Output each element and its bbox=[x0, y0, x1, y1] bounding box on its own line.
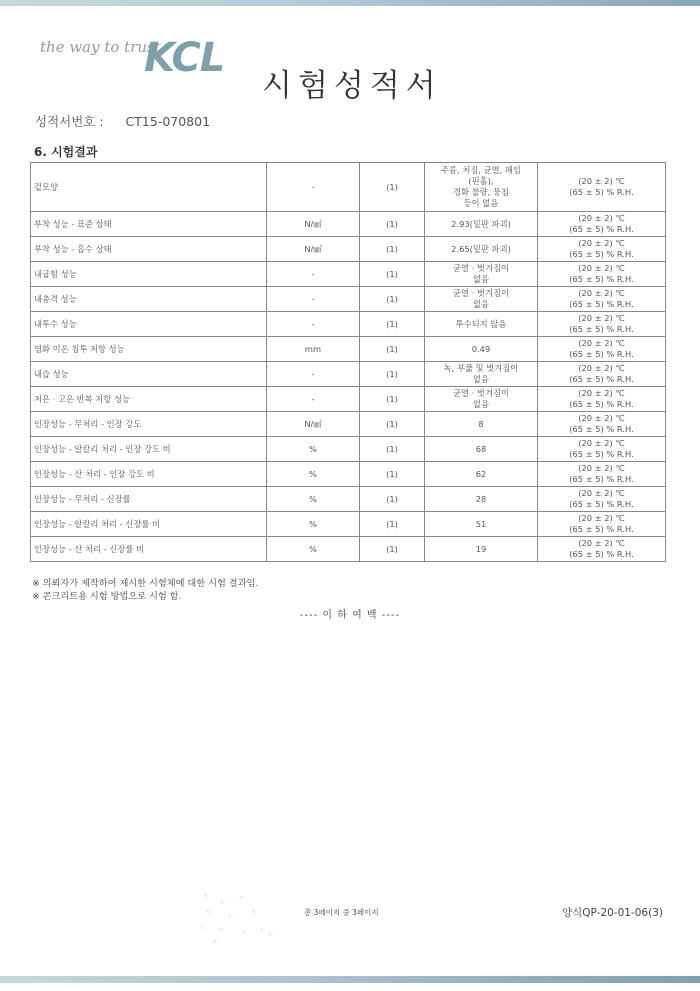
test-item-cell: 저온 · 고온 반복 저항 성능 bbox=[31, 387, 267, 412]
result-line: 균열 · 벗겨짐이 bbox=[452, 263, 509, 273]
unit-cell: mm bbox=[267, 337, 360, 362]
result-line: 62 bbox=[475, 468, 487, 479]
result-line: 없음 bbox=[472, 274, 490, 284]
condition-line: (65 ± 5) % R.H. bbox=[569, 299, 634, 309]
table-row bbox=[31, 237, 666, 262]
svg-text:ㄴ: ㄴ bbox=[200, 924, 207, 932]
condition-line: (65 ± 5) % R.H. bbox=[569, 224, 634, 234]
condition-cell bbox=[538, 262, 666, 287]
svg-text:ㅅ: ㅅ bbox=[202, 892, 209, 900]
result-cell bbox=[425, 437, 538, 462]
test-item-cell: 인장성능 - 무처리 - 신장률 bbox=[31, 487, 267, 512]
method-cell: (1) bbox=[360, 287, 425, 312]
condition-line: (20 ± 2) ℃ bbox=[578, 388, 625, 398]
condition-line: (20 ± 2) ℃ bbox=[578, 488, 625, 498]
svg-text:ㅅ: ㅅ bbox=[238, 894, 245, 902]
condition-line: (65 ± 5) % R.H. bbox=[569, 274, 634, 284]
result-cell bbox=[425, 537, 538, 562]
result-line: 경화 불량, 뭉침 bbox=[452, 187, 509, 197]
result-cell bbox=[425, 237, 538, 262]
unit-cell: - bbox=[267, 312, 360, 337]
note-line: ※ 콘크리트용 시험 방법으로 시험 함. bbox=[32, 591, 182, 602]
table-row bbox=[31, 312, 666, 337]
svg-text:ㄴ: ㄴ bbox=[228, 912, 235, 920]
table-row bbox=[31, 462, 666, 487]
condition-cell bbox=[538, 212, 666, 237]
method-cell: (1) bbox=[360, 312, 425, 337]
test-item-cell: 인장성능 - 알칼리 처리 - 신장률 비 bbox=[31, 512, 267, 537]
result-line: 8 bbox=[478, 418, 484, 429]
unit-cell: - bbox=[267, 262, 360, 287]
result-line: 51 bbox=[475, 518, 487, 529]
result-line: 등이 없음 bbox=[463, 198, 499, 208]
test-item-cell: 겉모양 bbox=[31, 163, 267, 212]
result-line: 2.65(밑판 파괴) bbox=[451, 243, 511, 254]
condition-cell bbox=[538, 412, 666, 437]
condition-line: (20 ± 2) ℃ bbox=[578, 538, 625, 548]
table-row bbox=[31, 512, 666, 537]
result-line: 녹, 부풂 및 벗겨짐이 bbox=[443, 363, 519, 373]
unit-cell: % bbox=[267, 487, 360, 512]
svg-text:ㄴ: ㄴ bbox=[242, 928, 249, 936]
unit-cell: - bbox=[267, 287, 360, 312]
certificate-number-value: CT15-070801 bbox=[125, 114, 211, 129]
table-row bbox=[31, 163, 666, 212]
condition-line: (20 ± 2) ℃ bbox=[578, 338, 625, 348]
condition-cell bbox=[538, 163, 666, 212]
unit-cell: N/㎟ bbox=[267, 212, 360, 237]
condition-line: (20 ± 2) ℃ bbox=[578, 313, 625, 323]
condition-line: (65 ± 5) % R.H. bbox=[569, 249, 634, 259]
method-cell: (1) bbox=[360, 237, 425, 262]
condition-cell bbox=[538, 512, 666, 537]
condition-line: (65 ± 5) % R.H. bbox=[569, 324, 634, 334]
certificate-number-row bbox=[35, 112, 210, 130]
method-cell: (1) bbox=[360, 387, 425, 412]
method-cell: (1) bbox=[360, 163, 425, 212]
condition-line: (65 ± 5) % R.H. bbox=[569, 349, 634, 359]
unit-cell: N/㎟ bbox=[267, 237, 360, 262]
condition-line: (65 ± 5) % R.H. bbox=[569, 524, 634, 534]
test-item-cell: 인장성능 - 산 처리 - 인장 강도 비 bbox=[31, 462, 267, 487]
method-cell: (1) bbox=[360, 412, 425, 437]
svg-text:ㄷ: ㄷ bbox=[218, 926, 225, 934]
condition-line: (65 ± 5) % R.H. bbox=[569, 549, 634, 559]
result-cell bbox=[425, 487, 538, 512]
kcl-logo: KCL bbox=[144, 35, 225, 81]
table-row bbox=[31, 437, 666, 462]
condition-line: (65 ± 5) % R.H. bbox=[569, 374, 634, 384]
svg-text:ㄴ: ㄴ bbox=[260, 926, 267, 934]
result-cell bbox=[425, 212, 538, 237]
condition-line: (20 ± 2) ℃ bbox=[578, 363, 625, 373]
method-cell: (1) bbox=[360, 262, 425, 287]
unit-cell: N/㎟ bbox=[267, 412, 360, 437]
result-cell bbox=[425, 362, 538, 387]
result-line: 균열 · 벗겨짐이 bbox=[452, 288, 509, 298]
result-line: 주름, 처짐, 균열, 패임 bbox=[441, 165, 521, 175]
condition-line: (20 ± 2) ℃ bbox=[578, 413, 625, 423]
method-cell: (1) bbox=[360, 537, 425, 562]
condition-cell bbox=[538, 437, 666, 462]
condition-line: (20 ± 2) ℃ bbox=[578, 263, 625, 273]
test-item-cell: 내충격 성능 bbox=[31, 287, 267, 312]
condition-line: (20 ± 2) ℃ bbox=[578, 288, 625, 298]
table-row bbox=[31, 387, 666, 412]
condition-line: (20 ± 2) ℃ bbox=[578, 213, 625, 223]
condition-line: (20 ± 2) ℃ bbox=[578, 238, 625, 248]
condition-line: (65 ± 5) % R.H. bbox=[569, 474, 634, 484]
unit-cell: % bbox=[267, 462, 360, 487]
result-cell bbox=[425, 337, 538, 362]
table-row bbox=[31, 262, 666, 287]
unit-cell: % bbox=[267, 512, 360, 537]
unit-cell: - bbox=[267, 387, 360, 412]
result-cell bbox=[425, 462, 538, 487]
condition-line: (65 ± 5) % R.H. bbox=[569, 449, 634, 459]
condition-cell bbox=[538, 462, 666, 487]
bottom-color-band bbox=[0, 976, 700, 983]
test-item-cell: 부착 성능 - 표준 상태 bbox=[31, 212, 267, 237]
table-row bbox=[31, 487, 666, 512]
result-line: 0.49 bbox=[471, 343, 491, 354]
test-item-cell: 인장성능 - 무처리 - 인장 강도 bbox=[31, 412, 267, 437]
section-heading: 6. 시험결과 bbox=[34, 145, 98, 159]
faint-stamp-mark bbox=[198, 888, 288, 948]
condition-line: (20 ± 2) ℃ bbox=[578, 463, 625, 473]
unit-cell: - bbox=[267, 163, 360, 212]
unit-cell: % bbox=[267, 437, 360, 462]
condition-line: (20 ± 2) ℃ bbox=[578, 176, 625, 186]
result-line: 68 bbox=[475, 443, 487, 454]
method-cell: (1) bbox=[360, 462, 425, 487]
result-line: (핀홀), bbox=[468, 176, 494, 186]
method-cell: (1) bbox=[360, 437, 425, 462]
condition-line: (65 ± 5) % R.H. bbox=[569, 187, 634, 197]
svg-text:ㅅ: ㅅ bbox=[250, 908, 257, 916]
method-cell: (1) bbox=[360, 212, 425, 237]
test-item-cell: 인장성능 - 산 처리 - 신장률 비 bbox=[31, 537, 267, 562]
condition-line: (65 ± 5) % R.H. bbox=[569, 424, 634, 434]
unit-cell: % bbox=[267, 537, 360, 562]
table-row bbox=[31, 212, 666, 237]
result-line: 투수되지 않음 bbox=[455, 318, 507, 329]
document-title: 시험성적서 bbox=[262, 68, 442, 104]
condition-line: (20 ± 2) ℃ bbox=[578, 438, 625, 448]
notes bbox=[32, 577, 258, 603]
result-cell bbox=[425, 262, 538, 287]
note-line: ※ 의뢰자가 제작하여 제시한 시험체에 대한 시험 결과임. bbox=[32, 578, 259, 589]
test-item-cell: 부착 성능 - 흡수 상태 bbox=[31, 237, 267, 262]
result-cell bbox=[425, 163, 538, 212]
svg-text:ㄴ: ㄴ bbox=[220, 898, 227, 906]
table-row bbox=[31, 287, 666, 312]
svg-text:ㅅ: ㅅ bbox=[212, 938, 219, 946]
table-row bbox=[31, 537, 666, 562]
method-cell: (1) bbox=[360, 512, 425, 537]
result-cell bbox=[425, 387, 538, 412]
condition-cell bbox=[538, 537, 666, 562]
result-line: 2.93(밑판 파괴) bbox=[451, 218, 511, 229]
results-table bbox=[30, 162, 666, 562]
result-line: 19 bbox=[475, 543, 487, 554]
svg-text:ㄷ: ㄷ bbox=[206, 908, 213, 916]
result-cell bbox=[425, 312, 538, 337]
results-table-body bbox=[31, 163, 666, 562]
method-cell: (1) bbox=[360, 337, 425, 362]
result-cell bbox=[425, 512, 538, 537]
condition-line: (20 ± 2) ℃ bbox=[578, 513, 625, 523]
blank-below-marker: ---- 이 하 여 백 ---- bbox=[299, 610, 401, 621]
form-code: 양식QP-20-01-06(3) bbox=[562, 907, 663, 919]
condition-cell bbox=[538, 387, 666, 412]
test-item-cell: 내투수 성능 bbox=[31, 312, 267, 337]
page-info: 총 3페이지 중 3페이지 bbox=[304, 908, 379, 917]
result-line: 없음 bbox=[472, 374, 490, 384]
test-item-cell: 염화 이온 침투 저항 성능 bbox=[31, 337, 267, 362]
condition-cell bbox=[538, 287, 666, 312]
table-row bbox=[31, 412, 666, 437]
condition-cell bbox=[538, 312, 666, 337]
table-row bbox=[31, 337, 666, 362]
condition-line: (65 ± 5) % R.H. bbox=[569, 499, 634, 509]
method-cell: (1) bbox=[360, 362, 425, 387]
certificate-number-label: 성적서번호 : bbox=[35, 114, 104, 129]
result-line: 없음 bbox=[472, 299, 490, 309]
condition-line: (65 ± 5) % R.H. bbox=[569, 399, 634, 409]
result-line: 28 bbox=[475, 493, 487, 504]
test-item-cell: 인장성능 - 알칼리 처리 - 인장 강도 비 bbox=[31, 437, 267, 462]
condition-cell bbox=[538, 237, 666, 262]
condition-cell bbox=[538, 362, 666, 387]
test-item-cell: 내굽힘 성능 bbox=[31, 262, 267, 287]
unit-cell: - bbox=[267, 362, 360, 387]
result-line: 없음 bbox=[472, 399, 490, 409]
condition-cell bbox=[538, 487, 666, 512]
svg-text:ㄴ: ㄴ bbox=[268, 930, 275, 938]
top-color-band bbox=[0, 0, 700, 6]
result-line: 균열 · 벗겨짐이 bbox=[452, 388, 509, 398]
table-row bbox=[31, 362, 666, 387]
tagline: the way to trust bbox=[40, 38, 161, 56]
condition-cell bbox=[538, 337, 666, 362]
result-cell bbox=[425, 412, 538, 437]
method-cell: (1) bbox=[360, 487, 425, 512]
test-item-cell: 내습 성능 bbox=[31, 362, 267, 387]
result-cell bbox=[425, 287, 538, 312]
